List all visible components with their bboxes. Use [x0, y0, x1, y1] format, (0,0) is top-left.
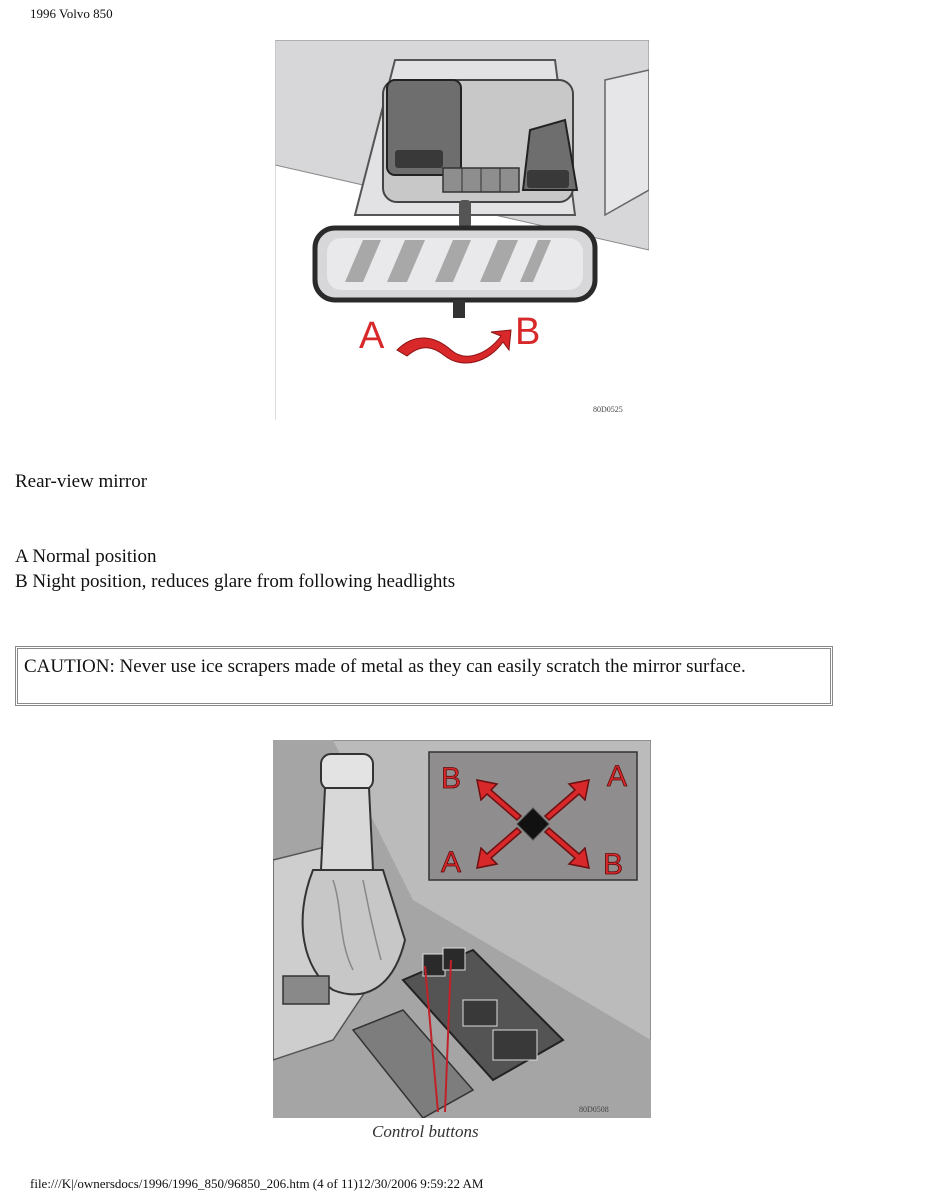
mirror-label-b: B — [515, 311, 541, 353]
switch-label-b-bottom: B — [603, 848, 624, 881]
position-b-description: B Night position, reduces glare from following headlights — [15, 571, 456, 592]
position-a-description: A Normal position — [15, 546, 157, 567]
page-footer-path: file:///K|/ownersdocs/1996/1996_850/96850_206.htm (4 of 11)12/30/2006 9:59:22 AM — [30, 1176, 484, 1191]
rear-view-mirror-figure — [275, 40, 649, 420]
switch-label-a-top: A — [607, 760, 628, 793]
figure2-caption: Control buttons — [372, 1122, 479, 1141]
figure2-code: 80D0508 — [579, 1105, 609, 1114]
figure1-code: 80D0525 — [593, 405, 623, 414]
caution-text: CAUTION: Never use ice scrapers made of metal as they can easily scratch the mirror surface. — [24, 656, 746, 677]
switch-label-b-top: B — [441, 762, 462, 795]
switch-label-a-bottom: A — [441, 846, 462, 879]
caution-box — [15, 646, 833, 706]
section-heading: Rear-view mirror — [15, 471, 148, 492]
page-header-title: 1996 Volvo 850 — [30, 6, 113, 21]
control-buttons-figure — [273, 740, 651, 1118]
mirror-label-a: A — [359, 315, 385, 357]
